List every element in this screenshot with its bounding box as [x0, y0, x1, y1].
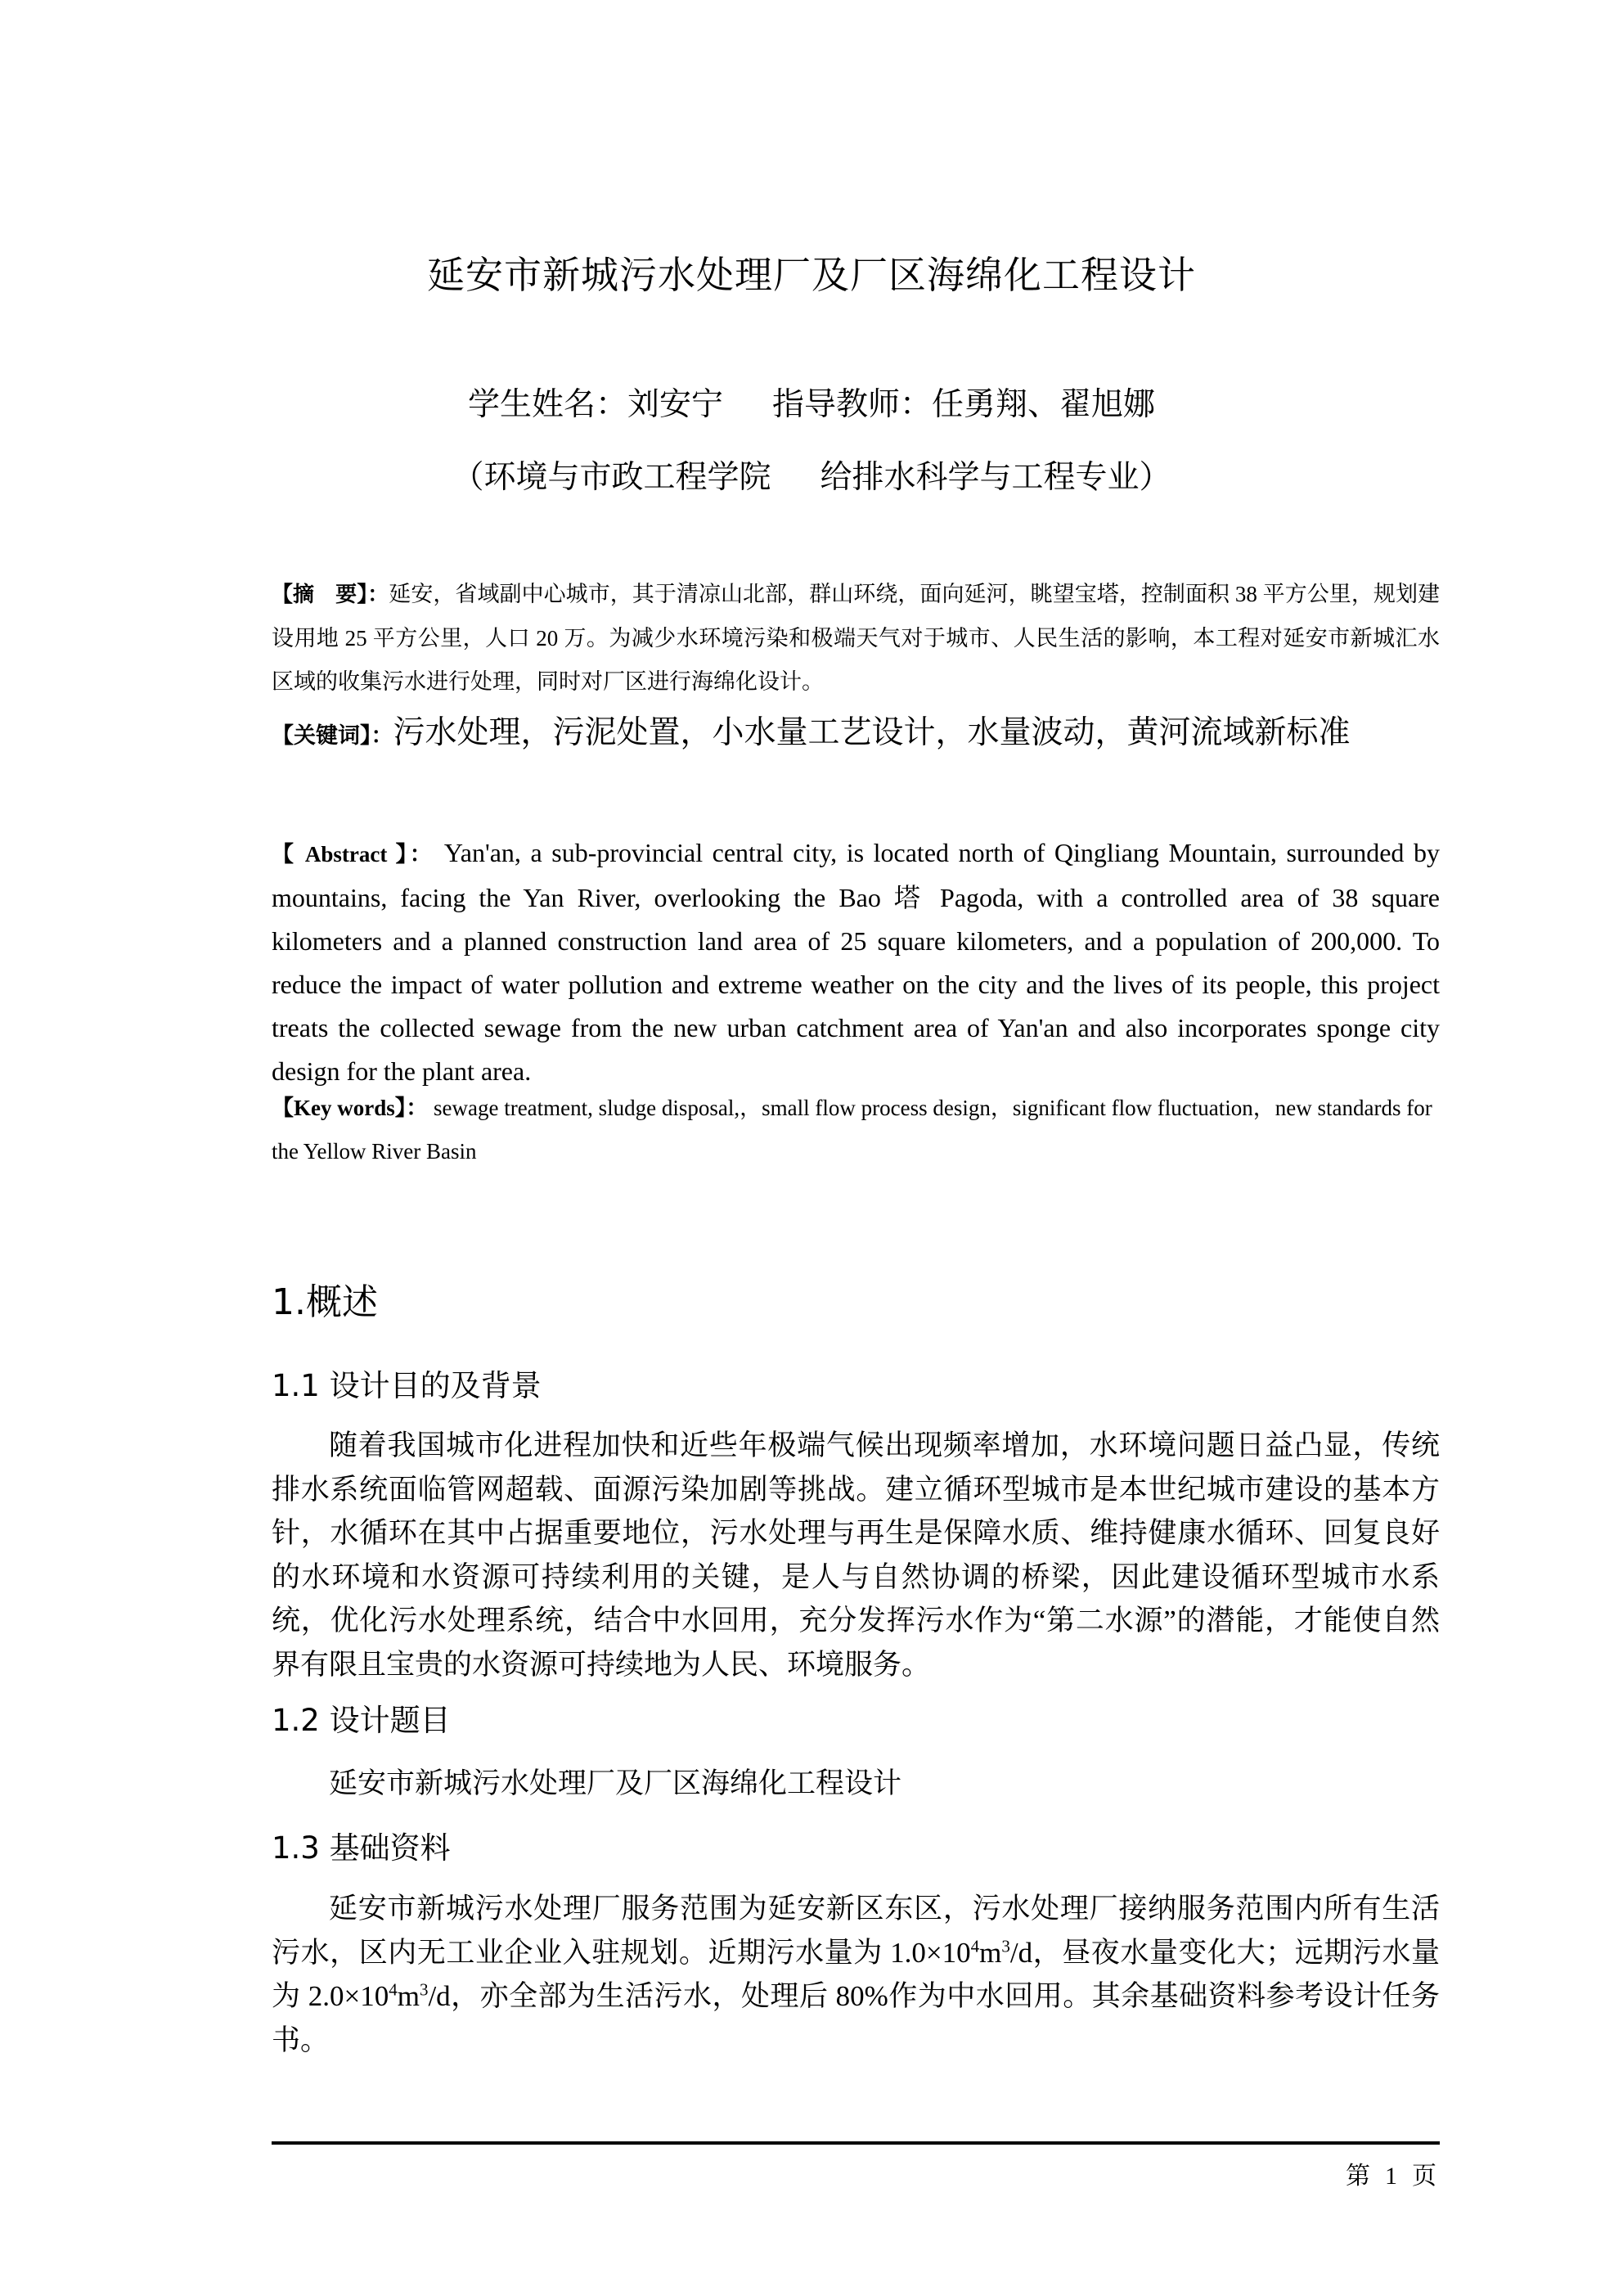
paragraph-basic-data	[272, 1887, 1440, 2062]
school-name: 环境与市政工程学院	[483, 460, 771, 495]
paragraph-design-topic: 延安市新城污水处理厂及厂区海绵化工程设计	[329, 1767, 902, 1799]
section-heading-1-3: 1.3 基础资料	[272, 1830, 451, 1866]
section-heading-1-1: 1.1 设计目的及背景	[272, 1368, 542, 1403]
advisor-label: 指导教师：	[772, 387, 933, 422]
english-abstract	[272, 831, 1440, 1093]
basic-data-text-d: m	[397, 1980, 420, 2012]
page-number	[1346, 2155, 1436, 2191]
chinese-abstract	[272, 573, 1440, 704]
page-prefix: 第	[1346, 2163, 1370, 2190]
footer-divider	[272, 2141, 1440, 2145]
affiliation-line	[0, 452, 1623, 497]
page-suffix: 页	[1412, 2163, 1436, 2190]
basic-data-text-e: /d，亦全部为生活污水，处理后 80%作为中水回用。其余基础资料参考设计任务书。	[272, 1980, 1440, 2056]
exponent: 4	[970, 1935, 980, 1956]
section-heading-1: 1.概述	[272, 1281, 378, 1323]
paragraph-design-background: 随着我国城市化进程加快和近些年极端气候出现频率增加，水环境问题日益凸显，传统排水系统面临管网超载、面源污染加剧等挑战。建立循环型城市是本世纪城市建设的基本方针，水循环在其中占据重要地位，污水处理与再生是保障水质、维持健康水循环、回复良好的水环境和水资源可持续利用的关键，是人与自然协调的桥梁，因此建设循环型城市水系统，优化污水处理系统，结合中水回用，充分发挥污水作为“第二水源”的潜能，才能使自然界有限且宝贵的水资源可持续地为人民、环境服务。	[272, 1429, 1440, 1681]
chinese-keywords-label: 【关键词】：	[272, 723, 393, 749]
student-label: 学生姓名：	[467, 387, 627, 422]
paren-close: ）	[1139, 460, 1171, 495]
english-keywords	[272, 1087, 1440, 1173]
exponent: 4	[389, 1979, 398, 2000]
english-keywords-text: sewage treatment, sludge disposal,，small flow process design，significant flow fluctuation，new standards for the Yellow River Basin	[272, 1096, 1432, 1164]
basic-data-text-c: /d，昼夜水量变化大；远期污水量为 2.0×10	[272, 1936, 1440, 2012]
advisor-names: 任勇翔、翟旭娜	[932, 387, 1156, 422]
chinese-abstract-text: 延安，省域副中心城市，其于清凉山北部，群山环绕，面向延河，眺望宝塔，控制面积 38 平方公里，规划建设用地 25 平方公里，人口 20 万。为减少水环境污染和极端天气对于城市、人民生活的影响，本工程对延安市新城汇水区域的收集污水进行处理，同时对厂区进行海绵化设计。	[272, 582, 1440, 694]
basic-data-text-b: m	[979, 1936, 1002, 1969]
english-keywords-label: 【Key words】：	[272, 1096, 429, 1120]
paren-open: （	[452, 460, 484, 495]
chinese-keywords	[272, 709, 1450, 761]
author-line	[0, 379, 1623, 425]
section-heading-1-2: 1.2 设计题目	[272, 1703, 451, 1738]
student-name: 刘安宁	[627, 387, 723, 422]
exponent: 3	[419, 1979, 429, 2000]
paper-title: 延安市新城污水处理厂及厂区海绵化工程设计	[427, 253, 1196, 297]
major-name: 给排水科学与工程专业	[820, 460, 1140, 495]
english-abstract-label: 【 Abstract 】：	[272, 842, 435, 867]
english-abstract-text: Yan'an, a sub-provincial central city, is located north of Qingliang Mountain, surrounded by mountains, facing the Yan River, overlooking the Bao 塔 Pagoda, with a controlled area of 38 square kilometers and a planned construction land area of 25 square kilometers, and a population of 200,000. To reduce the impact of water pollution and extreme weather on the city and the lives of its people, this project treats the collected sewage from the new urban catchment area of Yan'an and also incorporates sponge city design for the plant area.	[272, 838, 1440, 1086]
page-number-value: 1	[1385, 2163, 1397, 2190]
basic-data-text-a: 延安市新城污水处理厂服务范围为延安新区东区，污水处理厂接纳服务范围内所有生活污水，区内无工业企业入驻规划。近期污水量为 1.0×10	[272, 1893, 1440, 1969]
chinese-keywords-text: 污水处理，污泥处置，小水量工艺设计，水量波动，黄河流域新标准	[393, 715, 1351, 750]
exponent: 3	[1001, 1935, 1010, 1956]
chinese-abstract-label: 【摘 要】：	[272, 583, 389, 607]
